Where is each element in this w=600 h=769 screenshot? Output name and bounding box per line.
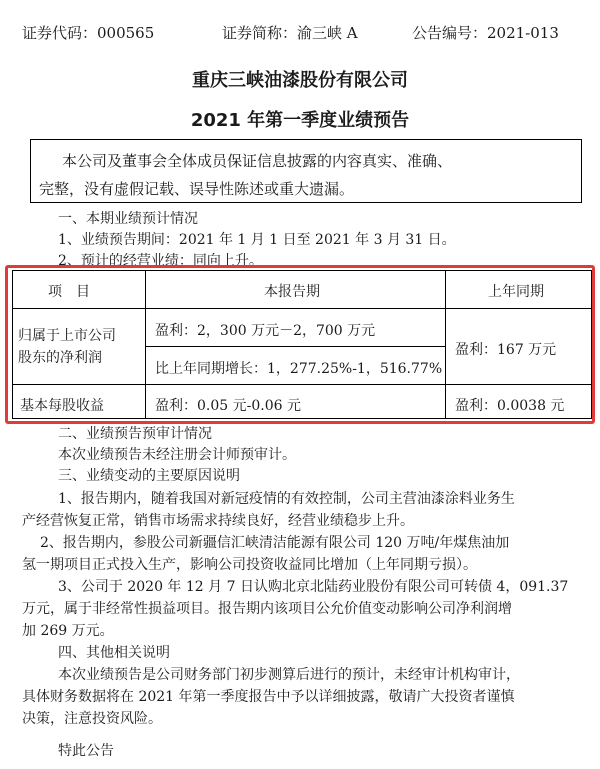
- section2-heading: 二、业绩预告预审计情况: [58, 426, 212, 442]
- section1-item2: 2、预计的经营业绩：同向上升。: [58, 253, 263, 269]
- company-title: 重庆三峡油漆股份有限公司: [192, 70, 408, 91]
- section3-p1-line1: 1、报告期内，随着我国对新冠疫情的有效控制，公司主营油漆涂料业务生: [58, 491, 515, 507]
- eps-label: 基本每股收益: [20, 398, 104, 414]
- highlight-frame: [5, 265, 595, 424]
- table-header-item: 项 目: [48, 284, 90, 300]
- net-profit-current: 盈利：2，300 万元－2，700 万元: [155, 323, 376, 339]
- section3-p2-line1: 2、报告期内，参股公司新疆信汇峡清洁能源有限公司 120 万吨/年煤焦油加: [40, 535, 510, 551]
- section4-heading: 四、其他相关说明: [58, 645, 170, 661]
- section3-heading: 三、业绩变动的主要原因说明: [58, 468, 240, 484]
- section1-heading: 一、本期业绩预计情况: [58, 211, 198, 227]
- section1-item1: 1、业绩预告期间：2021 年 1 月 1 日至 2021 年 3 月 31 日。: [58, 232, 456, 248]
- report-title: 2021 年第一季度业绩预告: [190, 110, 410, 131]
- stock-code: 证券代码：000565: [22, 24, 155, 42]
- section4-line3: 决策，注意投资风险。: [22, 711, 162, 727]
- notice-line-2: 完整，没有虚假记载、误导性陈述或重大遗漏。: [39, 180, 355, 198]
- net-profit-prior: 盈利：167 万元: [455, 342, 557, 358]
- section3-p3-line3: 加 269 万元。: [22, 623, 114, 639]
- table-header-current: 本报告期: [264, 284, 320, 300]
- section3-p3-line2: 万元，属于非经常性损益项目。报告期内该项目公允价值变动影响公司净利润增: [22, 601, 512, 617]
- notice-number: 公告编号：2021-013: [412, 24, 559, 42]
- section4-line1: 本次业绩预告是公司财务部门初步测算后进行的预计，未经审计机构审计，: [58, 667, 520, 683]
- disclosure-notice-box: [30, 139, 582, 203]
- section3-p3-line1: 3、公司于 2020 年 12 月 7 日认购北京北陆药业股份有限公司可转债 4，091.37: [58, 579, 569, 595]
- section3-p2-line2: 氢一期项目正式投入生产，影响公司投资收益同比增加（上年同期亏损）。: [22, 557, 477, 573]
- stock-abbreviation: 证券简称：渝三峡 A: [222, 24, 358, 42]
- section3-p1-line2: 产经营恢复正常，销售市场需求持续良好，经营业绩稳步上升。: [22, 513, 414, 529]
- net-profit-label-line2: 股东的净利润: [18, 350, 102, 366]
- eps-current: 盈利：0.05 元-0.06 元: [155, 398, 301, 414]
- eps-prior: 盈利：0.0038 元: [455, 398, 565, 414]
- notice-line-1: 本公司及董事会全体成员保证信息披露的内容真实、准确、: [62, 152, 453, 170]
- closing-text: 特此公告: [58, 743, 114, 759]
- table-header-prior: 上年同期: [488, 284, 544, 300]
- section4-line2: 具体财务数据将在 2021 年第一季度报告中予以详细披露，敬请广大投资者谨慎: [22, 689, 515, 705]
- net-profit-growth: 比上年同期增长：1，277.25%-1，516.77%: [155, 361, 443, 377]
- net-profit-label-line1: 归属于上市公司: [18, 328, 116, 344]
- section2-text: 本次业绩预告未经注册会计师预审计。: [58, 447, 296, 463]
